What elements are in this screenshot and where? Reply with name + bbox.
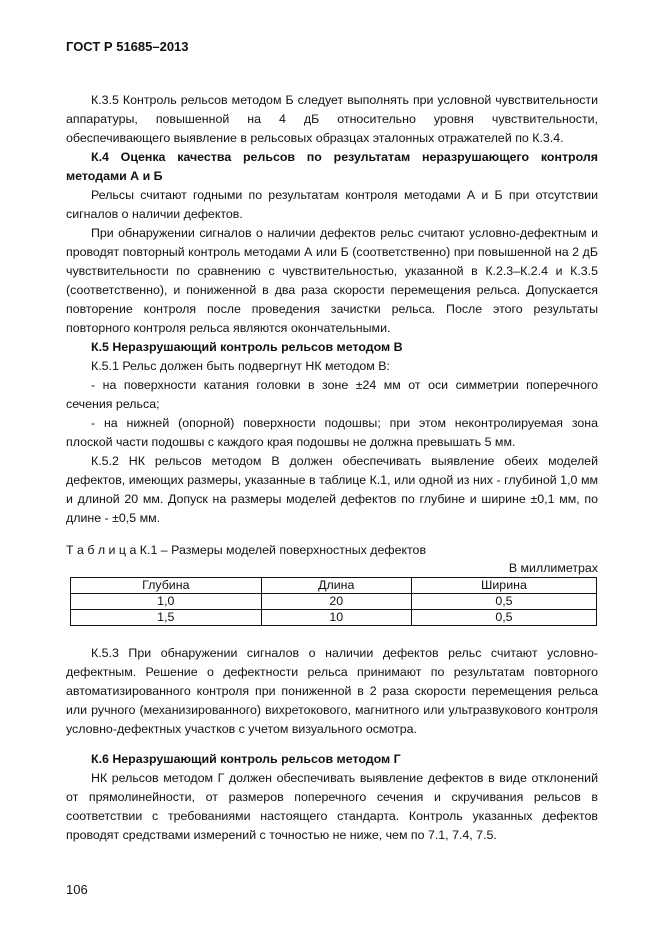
section-title-k4: К.4 Оценка качества рельсов по результатам неразрушающего контроля методами А и Б — [66, 150, 598, 183]
column-header-depth: Глубина — [71, 578, 262, 594]
section-title-k5: К.5 Неразрушающий контроль рельсов методом В — [91, 340, 403, 354]
table-row — [71, 610, 597, 626]
table-cell: 20 — [261, 594, 411, 610]
list-item-k5-1-a: - на поверхности катания головки в зоне ±24 мм от оси симметрии поперечного сечения рельса; — [66, 378, 598, 411]
section-title-k6: К.6 Неразрушающий контроль рельсов методом Г — [91, 752, 401, 766]
page-body — [66, 91, 598, 845]
column-header-length: Длина — [261, 578, 411, 594]
list-item-k5-1-b: - на нижней (опорной) поверхности подошвы; при этом неконтролируемая зона плоской части подошвы с каждого края подошвы не должна превышать 5 мм. — [66, 416, 598, 449]
paragraph-k5-2: К.5.2 НК рельсов методом В должен обеспечивать выявление обеих моделей дефектов, имеющих размеры, указанные в таблице К.1, или одной из них - глубиной 1,0 мм и длиной 20 мм. Допуск на размеры моделей дефектов по глубине и ширине ±0,1 мм, по длине - ±0,5 мм. — [66, 454, 598, 525]
table-cell: 1,5 — [71, 610, 262, 626]
paragraph-k4-1: Рельсы считают годными по результатам контроля методами А и Б при отсутствии сигналов о наличии дефектов. — [66, 188, 598, 221]
table-cell: 0,5 — [411, 610, 596, 626]
table-cell: 10 — [261, 610, 411, 626]
paragraph-k5-1: К.5.1 Рельс должен быть подвергнут НК методом В: — [91, 359, 390, 373]
paragraph-k6-1: НК рельсов методом Г должен обеспечивать выявление дефектов в виде отклонений от прямолинейности, от размеров поперечного сечения и скручивания рельсов в соответствии с требованиями настоящего стандарта. Контроль указанных дефектов проводят средствами измерений с точностью не ниже, чем по 7.1, 7.4, 7.5. — [66, 771, 598, 842]
table-caption: Т а б л и ц а К.1 – Размеры моделей поверхностных дефектов — [66, 543, 427, 557]
paragraph-k5-3: К.5.3 При обнаружении сигналов о наличии дефектов рельс считают условно-дефектным. Решение о дефектности рельса принимают по результатам повторного автоматизированного контроля при пониженной в 2 раза скорости перемещения рельса или ручного (механизированного) вихретокового, магнитного или ультразвукового контроля условно-дефектных участков с учетом визуального осмотра. — [66, 646, 598, 736]
paragraph-k3-5: К.3.5 Контроль рельсов методом Б следует выполнять при условной чувствительности аппаратуры, повышенной на 4 дБ относительно уровня чувствительности, обеспечивающего выявление в рельсовых образцах эталонных отражателей по К.3.4. — [66, 93, 598, 145]
table-unit: В миллиметрах — [508, 561, 598, 575]
table-cell: 1,0 — [71, 594, 262, 610]
column-header-width: Ширина — [411, 578, 596, 594]
table-row — [71, 594, 597, 610]
document-header: ГОСТ Р 51685–2013 — [66, 39, 189, 54]
page-number: 106 — [66, 882, 88, 897]
table-cell: 0,5 — [411, 594, 596, 610]
table-header-row — [71, 578, 597, 594]
defect-dimensions-table — [70, 577, 597, 626]
paragraph-k4-2: При обнаружении сигналов о наличии дефектов рельс считают условно-дефектным и проводят повторный контроль методами А или Б (соответственно) при повышенной на 2 дБ чувствительности по сравнению с чувствительностью, указанной в К.2.3–К.2.4 и К.3.5 (соответственно), и пониженной в два раза скорости перемещения рельса. Допускается повторение контроля после проведения зачистки рельса. После этого результаты повторного контроля рельса являются окончательными. — [66, 226, 598, 335]
